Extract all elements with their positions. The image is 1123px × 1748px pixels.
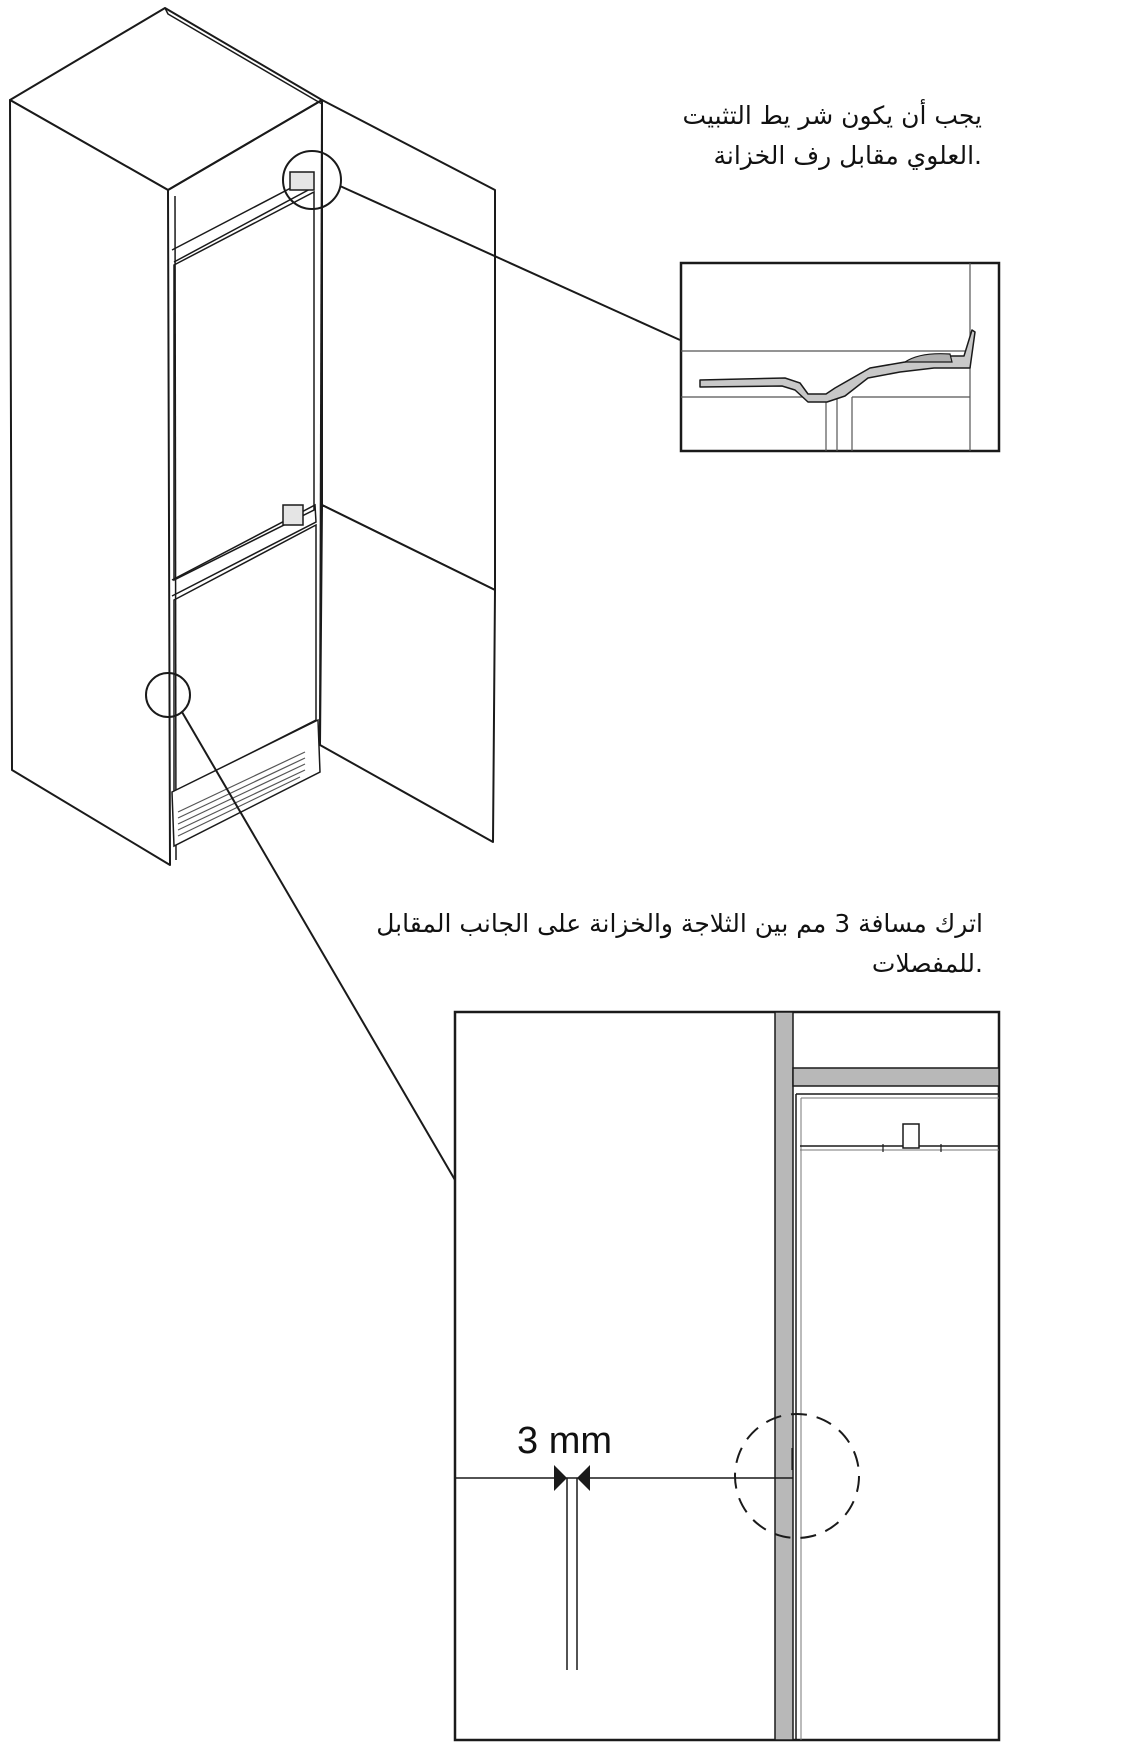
tall-cabinet [10,8,495,865]
callout-top-line1: يجب أن يكون شر يط التثبيت [682,101,982,130]
callout-bottom-text [376,904,983,984]
detail-box-bottom [455,1012,999,1740]
cabinet-front-left-edge [175,196,176,860]
detail-box-top [681,263,999,451]
refrigerator [172,172,320,846]
middle-hinge [283,505,303,525]
cabinet-top-section [793,1068,999,1086]
gap-dimension-label: 3 mm [517,1420,612,1462]
cabinet-left-side [10,100,170,865]
cabinet-side-section [775,1012,793,1740]
fridge-plinth [172,720,320,846]
callout-top-text [683,96,982,176]
top-bracket [290,172,314,190]
door-panel-upper [322,100,495,590]
callout-top-line2: .العلوي مقابل رف الخزانة [713,141,982,170]
fridge-top-post [903,1124,919,1148]
callout-bottom-line1: اترك مسافة 3 مم بين الثلاجة والخزانة على الجانب المقابل [376,909,983,938]
callout-bottom-line2: .للمفصلات [871,949,983,978]
